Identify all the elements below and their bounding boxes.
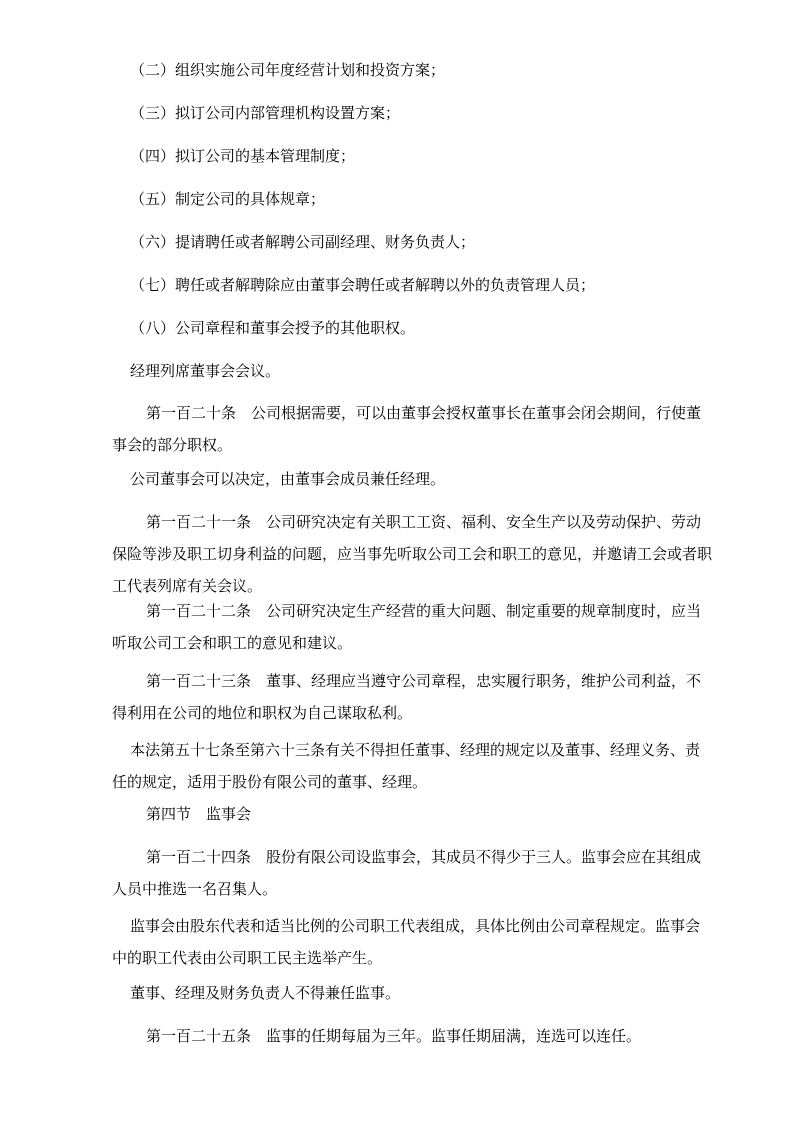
article-122	[112, 595, 724, 659]
article-120-line-2: 事会的部分职权。	[112, 436, 233, 454]
supervisory-composition-line-2: 中的职工代表由公司职工民主选举产生。	[112, 949, 383, 967]
article-121-line-3: 工代表列席有关会议。	[112, 577, 263, 595]
articles-57-63-line-1: 本法第五十七条至第六十三条有关不得担任董事、经理的规定以及董事、经理义务、责	[130, 741, 701, 759]
article-123	[112, 665, 724, 729]
article-120-line-1: 第一百二十条 公司根据需要，可以由董事会授权董事长在董事会闭会期间，行使董	[146, 404, 702, 422]
article-123-line-1: 第一百二十三条 董事、经理应当遵守公司章程，忠实履行职务，维护公司利益，不	[146, 672, 702, 690]
list-item-8: （八）公司章程和董事会授予的其他职权。	[130, 319, 416, 337]
list-item-7: （七）聘任或者解聘除应由董事会聘任或者解聘以外的负责管理人员；	[130, 276, 596, 294]
list-item-5: （五）制定公司的具体规章；	[130, 190, 326, 208]
article-121-line-1: 第一百二十一条 公司研究决定有关职工工资、福利、安全生产以及劳动保护、劳动	[146, 513, 702, 531]
articles-57-63-paragraph	[112, 734, 724, 798]
section-4-heading: 第四节 监事会	[146, 805, 252, 823]
article-122-line-1: 第一百二十二条 公司研究决定生产经营的重大问题、制定重要的规章制度时，应当	[146, 602, 702, 620]
list-item-6: （六）提请聘任或者解聘公司副经理、财务负责人；	[130, 233, 476, 251]
article-121	[112, 506, 724, 602]
article-124-line-1: 第一百二十四条 股份有限公司设监事会，其成员不得少于三人。监事会应在其组成	[146, 848, 702, 866]
article-123-line-2: 得利用在公司的地位和职权为自己谋取私利。	[112, 704, 413, 722]
list-item-4: （四）拟订公司的基本管理制度；	[130, 147, 356, 165]
article-125: 第一百二十五条 监事的任期每届为三年。监事任期届满，连选可以连任。	[146, 1027, 642, 1045]
article-120	[112, 397, 724, 461]
supervisory-composition-paragraph	[112, 910, 724, 974]
board-may-decide-paragraph: 公司董事会可以决定，由董事会成员兼任经理。	[130, 470, 446, 488]
article-121-line-2: 保险等涉及职工切身利益的问题，应当事先听取公司工会和职工的意见，并邀请工会或者职	[112, 545, 713, 563]
list-item-3: （三）拟订公司内部管理机构设置方案；	[130, 104, 401, 122]
list-item-2: （二）组织实施公司年度经营计划和投资方案；	[130, 61, 446, 79]
manager-attends-paragraph: 经理列席董事会会议。	[130, 362, 281, 380]
article-122-line-2: 听取公司工会和职工的意见和建议。	[112, 634, 353, 652]
article-124-line-2: 人员中推选一名召集人。	[112, 880, 278, 898]
supervisory-composition-line-1: 监事会由股东代表和适当比例的公司职工代表组成，具体比例由公司章程规定。监事会	[130, 917, 701, 935]
articles-57-63-line-2: 任的规定，适用于股份有限公司的董事、经理。	[112, 773, 428, 791]
no-concurrent-paragraph: 董事、经理及财务负责人不得兼任监事。	[130, 984, 401, 1002]
article-124	[112, 841, 724, 905]
